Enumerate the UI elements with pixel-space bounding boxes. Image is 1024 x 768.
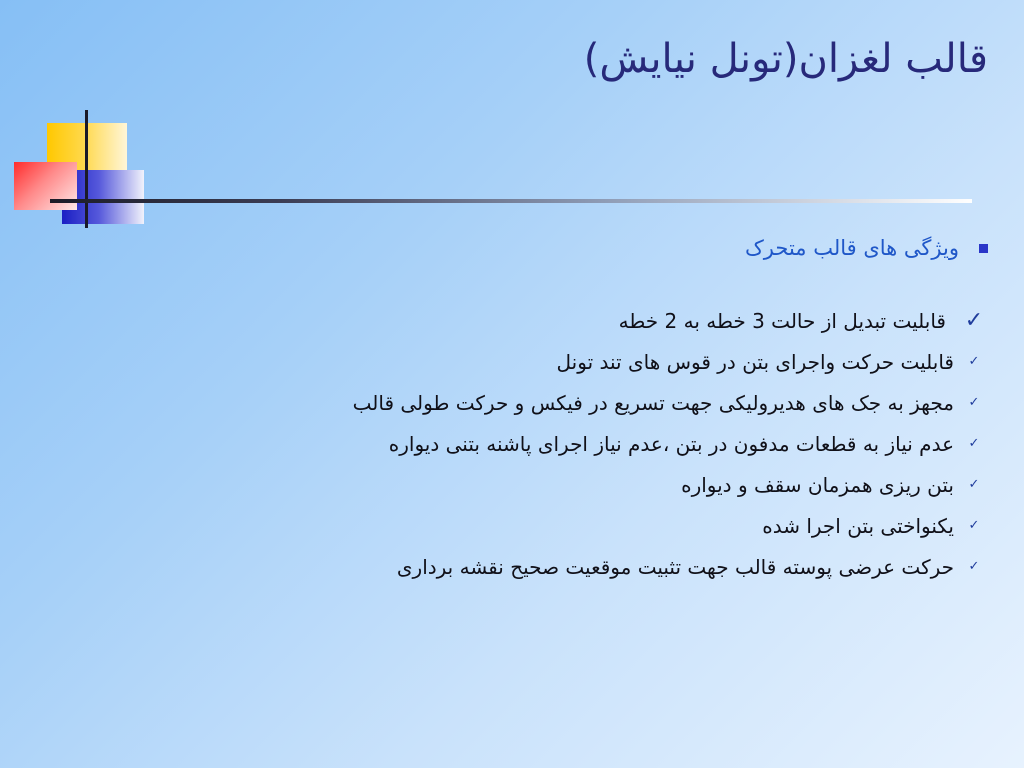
list-item xyxy=(230,423,990,464)
list-item-text: قابلیت تبدیل از حالت 3 خطه به 2 خطه xyxy=(618,308,946,333)
list-item xyxy=(230,341,990,382)
list-item xyxy=(230,464,990,505)
check-mark-icon: ✓ xyxy=(964,308,984,333)
check-mark-icon: ✓ xyxy=(968,436,980,451)
check-mark-icon: ✓ xyxy=(968,354,980,369)
list-item-text: قابلیت حرکت واجرای بتن در قوس های تند تونل xyxy=(556,349,954,374)
square-bullet-icon xyxy=(979,244,988,253)
check-mark-icon: ✓ xyxy=(968,559,980,574)
list-item-text: یکنواختی بتن اجرا شده xyxy=(762,513,954,538)
decorative-vertical-line xyxy=(85,110,88,228)
list-item xyxy=(230,505,990,546)
title-underline-rule xyxy=(50,199,972,203)
list-item xyxy=(230,382,990,423)
list-item-text: بتن ریزی همزمان سقف و دیواره xyxy=(681,472,954,497)
check-mark-icon: ✓ xyxy=(968,477,980,492)
slide-title: قالب لغزان(تونل نیایش) xyxy=(583,36,988,82)
main-bullet xyxy=(745,236,988,260)
check-mark-icon: ✓ xyxy=(968,518,980,533)
check-mark-icon: ✓ xyxy=(968,395,980,410)
main-bullet-text: ویژگی های قالب متحرک xyxy=(745,236,959,260)
list-item-text: عدم نیاز به قطعات مدفون در بتن ،عدم نیاز اجرای پاشنه بتنی دیواره xyxy=(388,431,954,456)
list-item xyxy=(230,300,990,341)
list-item xyxy=(230,546,990,587)
feature-list xyxy=(230,300,990,587)
list-item-text: مجهز به جک های هدیرولیکی جهت تسریع در فیکس و حرکت طولی قالب xyxy=(352,390,954,415)
list-item-text: حرکت عرضی پوسته قالب جهت تثبیت موقعیت صحیح نقشه برداری xyxy=(396,554,954,579)
